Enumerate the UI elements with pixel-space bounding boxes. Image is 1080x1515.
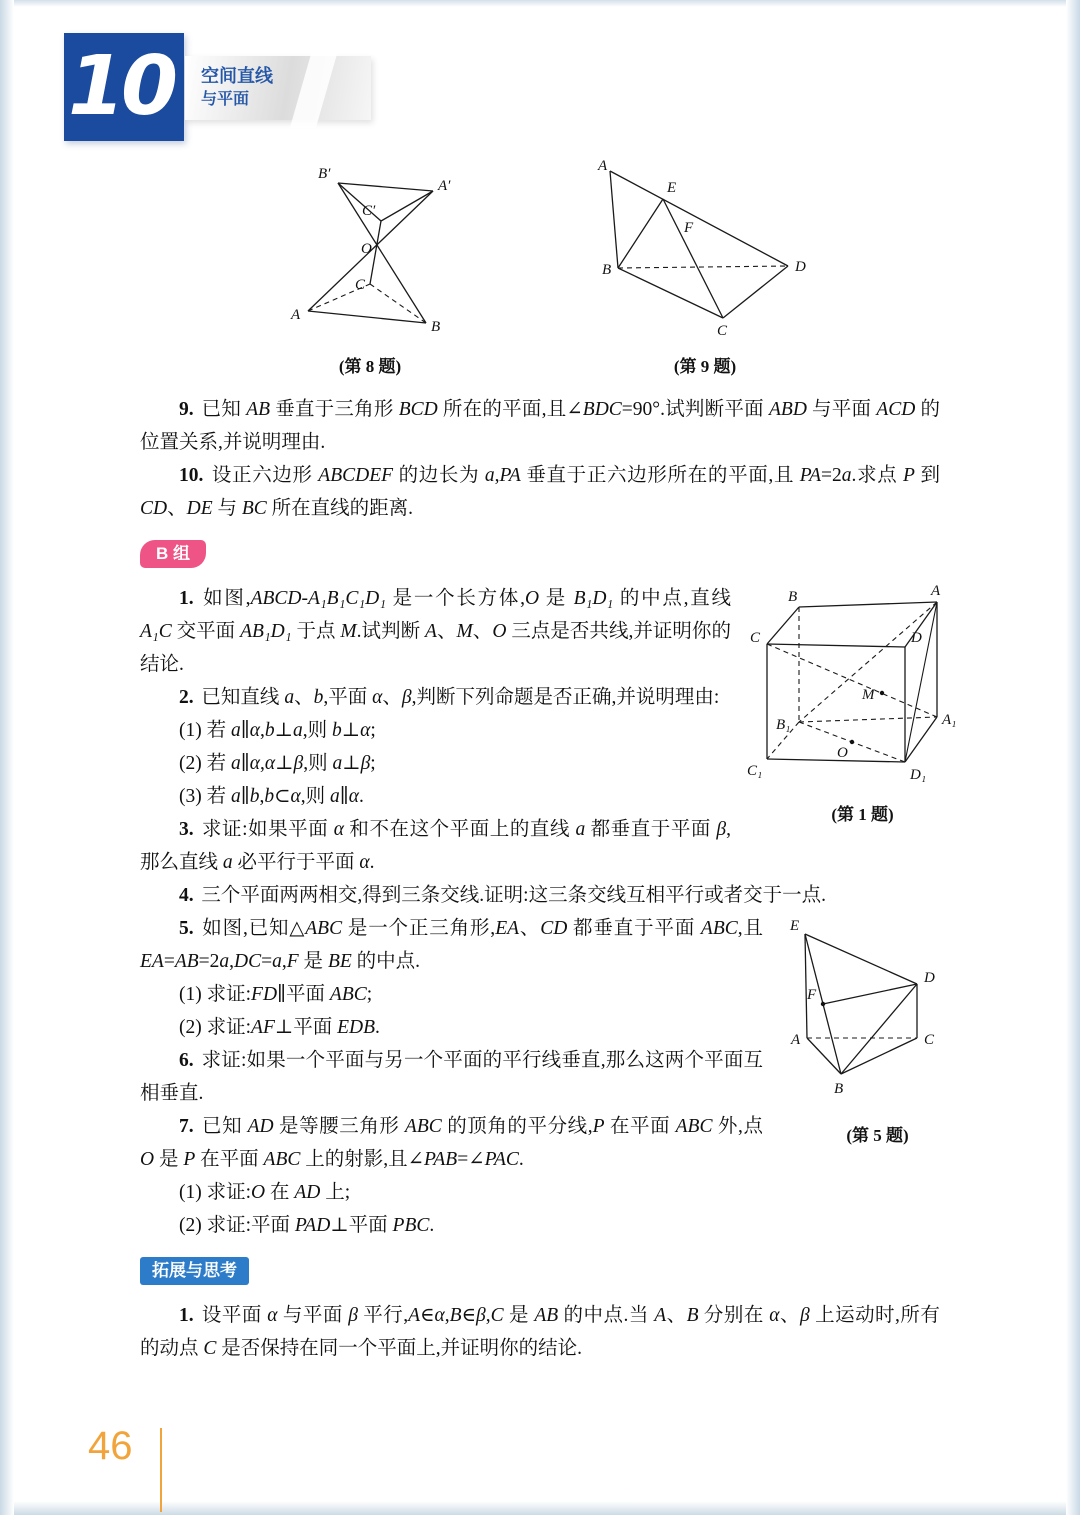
main-text-column bbox=[140, 393, 957, 1365]
problem-b5-item-2: (2) 求证:AF⊥平面 EDB. bbox=[179, 1017, 380, 1038]
problem-b4-text: 三个平面两两相交,得到三条交线.证明:这三条交线互相平行或者交于一点. bbox=[201, 885, 826, 906]
problem-b7-item-2: (2) 求证:平面 PAD⊥平面 PBC. bbox=[179, 1215, 435, 1236]
figure-b1-labels bbox=[747, 583, 956, 783]
problem-b6-number: 6. bbox=[179, 1050, 194, 1071]
group-b-badge: B 组 bbox=[140, 540, 206, 568]
svg-text:C: C bbox=[750, 630, 761, 646]
figure-b1-lines bbox=[767, 602, 937, 762]
page-edge-right bbox=[1066, 0, 1080, 1515]
problem-b5-number: 5. bbox=[179, 918, 194, 939]
chapter-number-box bbox=[64, 33, 184, 141]
svg-text:F: F bbox=[684, 220, 694, 236]
chapter-title-line2: 与平面 bbox=[201, 91, 250, 108]
page-edge-left bbox=[0, 0, 14, 1515]
section-b bbox=[140, 582, 957, 1242]
figure-problem-8 bbox=[268, 156, 488, 354]
figure-b1-caption: (第 1 题) bbox=[831, 805, 894, 824]
figure-b5-points bbox=[821, 1002, 825, 1006]
problem-b1-text: 如图,ABCD-A₁B₁C₁D₁ 是一个长方体,O 是 B₁D₁ 的中点,直线 A₁C 交平面 AB₁D₁ 于点 M.试判断 A、M、O 三点是否共线,并证明你的结论. bbox=[140, 588, 731, 675]
problem-b6-text: 求证:如果一个平面与另一个平面的平行线垂直,那么这两个平面互相垂直. bbox=[140, 1050, 763, 1104]
problem-a10 bbox=[140, 459, 940, 525]
figure-9-labels bbox=[597, 158, 806, 339]
svg-text:C′: C′ bbox=[362, 203, 376, 219]
problem-b7-item-1: (1) 求证:O 在 AD 上; bbox=[179, 1182, 351, 1203]
svg-text:M: M bbox=[862, 687, 875, 703]
svg-text:A: A bbox=[931, 583, 941, 599]
svg-text:C₁: C₁ bbox=[747, 763, 763, 779]
problem-b2-text: 已知直线 a、b,平面 α、β,判断下列命题是否正确,并说明理由: bbox=[201, 687, 720, 708]
problem-b7-text: 已知 AD 是等腰三角形 ABC 的顶角的平分线,P 在平面 ABC 外,点 O 是 P 在平面 ABC 上的射影,且∠PAB=∠PAC. bbox=[140, 1116, 763, 1170]
problem-b2-item-3: (3) 若 a∥b,b⊂α,则 a∥α. bbox=[179, 786, 364, 807]
problem-b4-number: 4. bbox=[179, 885, 194, 906]
svg-text:F: F bbox=[807, 987, 817, 1003]
svg-text:D: D bbox=[924, 970, 935, 986]
problem-ext1 bbox=[140, 1299, 940, 1365]
problem-b5-text: 如图,已知△ABC 是一个正三角形,EA、CD 都垂直于平面 ABC,且 EA=AB=2a,DC=a,F 是 BE 的中点. bbox=[140, 918, 763, 972]
svg-text:D₁: D₁ bbox=[910, 767, 927, 783]
chapter-title-line1: 空间直线 bbox=[201, 66, 273, 86]
figure-problem-b1 bbox=[745, 582, 967, 787]
problem-b3-number: 3. bbox=[179, 819, 194, 840]
problem-b2-item-1: (1) 若 a∥α,b⊥a,则 b⊥α; bbox=[179, 720, 376, 741]
svg-text:C: C bbox=[924, 1032, 935, 1048]
svg-text:A: A bbox=[291, 307, 301, 323]
svg-text:O: O bbox=[361, 241, 372, 257]
page-number-rule bbox=[160, 1428, 162, 1512]
figure-b5-caption: (第 5 题) bbox=[846, 1126, 909, 1145]
problem-ext1-text: 设平面 α 与平面 β 平行,A∈α,B∈β,C 是 AB 的中点.当 A、B 分别在 α、β 上运动时,所有的动点 C 是否保持在同一个平面上,并证明你的结论. bbox=[140, 1305, 940, 1359]
page-number: 46 bbox=[88, 1424, 133, 1468]
page-edge-bottom bbox=[0, 1501, 1080, 1515]
extension-badge-row bbox=[140, 1257, 940, 1285]
svg-text:D: D bbox=[911, 630, 922, 646]
figure-problem-b5-container bbox=[775, 916, 980, 1158]
problem-a9-text: 已知 AB 垂直于三角形 BCD 所在的平面,且∠BDC=90°.试判断平面 ABD 与平面 ACD 的位置关系,并说明理由. bbox=[140, 399, 940, 453]
figure-b5-labels bbox=[789, 918, 935, 1097]
problem-b2-number: 2. bbox=[179, 687, 194, 708]
chapter-number: 10 bbox=[67, 39, 175, 134]
problem-b2-item-2: (2) 若 a∥α,α⊥β,则 a⊥β; bbox=[179, 753, 376, 774]
svg-text:B: B bbox=[834, 1081, 844, 1097]
svg-text:B: B bbox=[602, 262, 612, 278]
svg-text:B′: B′ bbox=[318, 166, 331, 182]
problem-ext1-number: 1. bbox=[179, 1305, 194, 1326]
figure-problem-b5 bbox=[775, 916, 970, 1108]
problem-b5-item-1: (1) 求证:FD∥平面 ABC; bbox=[179, 984, 373, 1005]
problem-a9-number: 9. bbox=[179, 399, 194, 420]
svg-text:C: C bbox=[355, 277, 366, 293]
svg-text:O: O bbox=[837, 745, 848, 761]
svg-text:A₁: A₁ bbox=[942, 712, 957, 728]
extension-badge: 拓展与思考 bbox=[140, 1257, 249, 1285]
figure-9-caption: (第 9 题) bbox=[673, 357, 737, 376]
problem-a10-number: 10. bbox=[179, 465, 204, 486]
problem-a9 bbox=[140, 393, 940, 459]
problem-b4 bbox=[140, 879, 940, 912]
problem-b1-number: 1. bbox=[179, 588, 194, 609]
problem-a10-text: 设正六边形 ABCDEF 的边长为 a,PA 垂直于正六边形所在的平面,且 PA=2a.求点 P 到 CD、DE 与 BC 所在直线的距离. bbox=[140, 465, 940, 519]
figure-problem-b1-container bbox=[745, 582, 980, 847]
svg-text:B₁: B₁ bbox=[776, 717, 791, 733]
svg-text:A: A bbox=[791, 1032, 801, 1048]
problem-b3-text: 求证:如果平面 α 和不在这个平面上的直线 a 都垂直于平面 β,那么直线 a 必平行于平面 α. bbox=[140, 819, 731, 873]
svg-text:A: A bbox=[598, 158, 608, 174]
figure-8-caption: (第 8 题) bbox=[338, 357, 402, 376]
svg-text:E: E bbox=[790, 918, 800, 934]
svg-text:C: C bbox=[717, 323, 728, 339]
svg-text:A′: A′ bbox=[438, 178, 451, 194]
svg-text:D: D bbox=[795, 259, 806, 275]
figure-9-lines bbox=[610, 171, 788, 318]
svg-text:B: B bbox=[788, 589, 798, 605]
figure-problem-9 bbox=[578, 156, 828, 348]
chapter-title-bar bbox=[185, 56, 371, 120]
svg-text:E: E bbox=[667, 180, 677, 196]
group-b-badge-row bbox=[140, 540, 940, 568]
svg-text:B: B bbox=[431, 319, 441, 335]
problem-b7-number: 7. bbox=[179, 1116, 194, 1137]
figure-8-labels bbox=[290, 166, 451, 335]
page-edge-top bbox=[0, 0, 1080, 7]
